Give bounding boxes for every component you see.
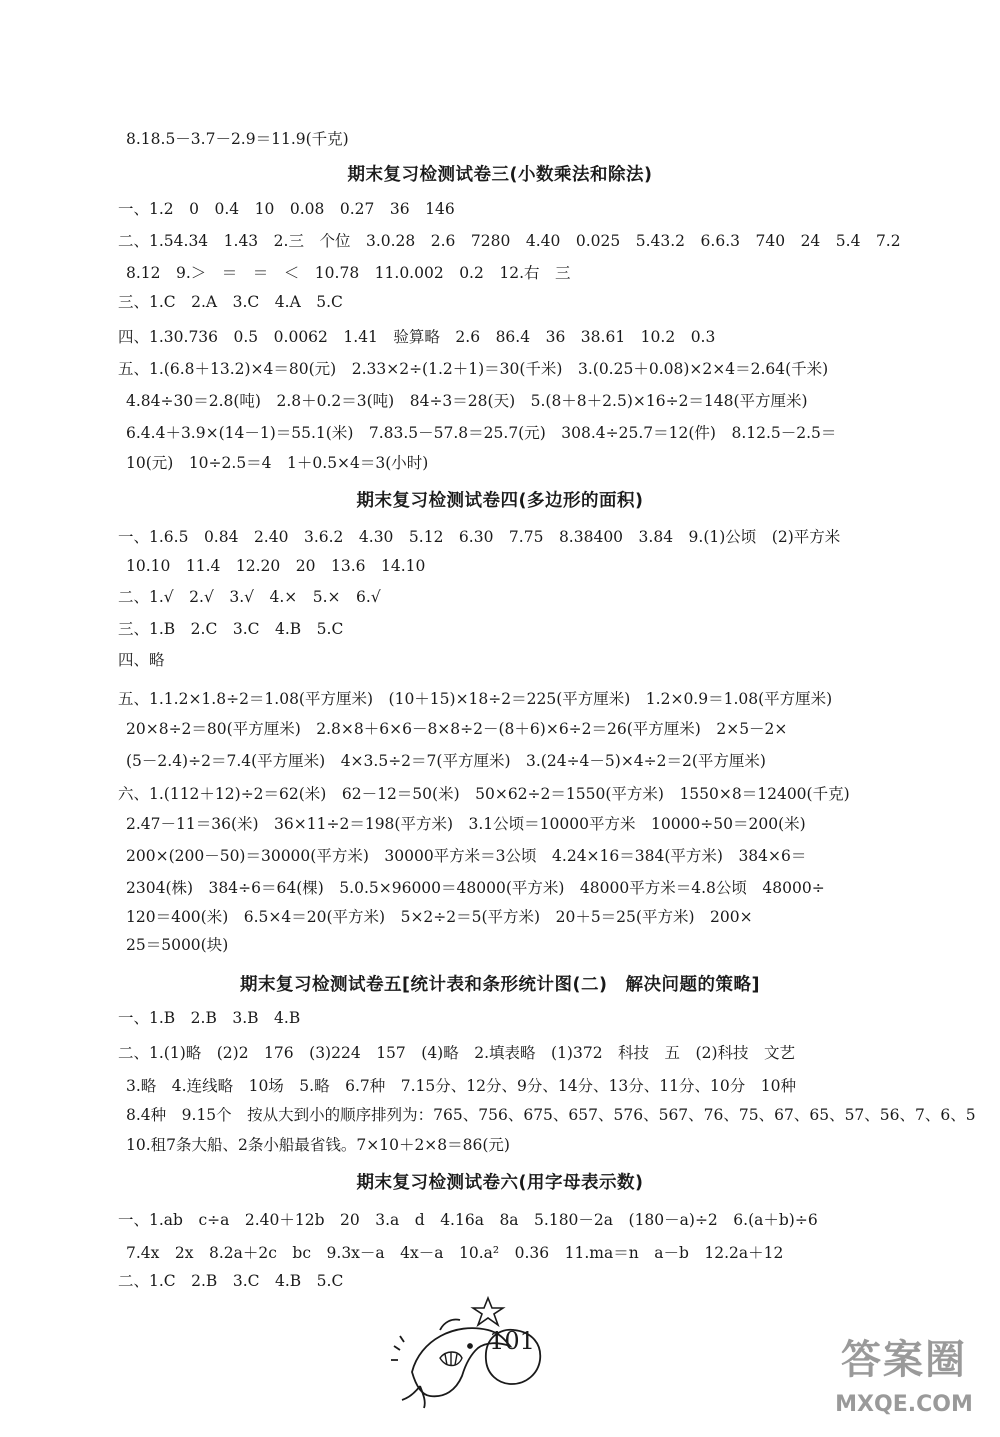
page-number: 101 <box>489 1327 535 1355</box>
answer-line: 2304(株) 384÷6＝64(棵) 5.0.5×96000＝48000(平方米) 48000平方米＝4.8公顷 48000÷ <box>126 879 825 897</box>
answer-line: 四、1.30.736 0.5 0.0062 1.41 验算略 2.6 86.4 36 38.61 10.2 0.3 <box>118 328 716 346</box>
answer-line: 三、1.B 2.C 3.C 4.B 5.C <box>118 620 344 638</box>
answer-line: 10.10 11.4 12.20 20 13.6 14.10 <box>126 557 426 575</box>
watermark-logo: 答案圈 <box>841 1337 967 1383</box>
answer-line: 20×8÷2＝80(平方厘米) 2.8×8＋6×6－8×8÷2－(8＋6)×6÷2＝26(平方厘米) 2×5－2× <box>126 720 788 738</box>
answer-line: 25＝5000(块) <box>126 936 229 954</box>
answer-line: 3.略 4.连线略 10场 5.略 6.7种 7.15分、12分、9分、14分、13分、11分、10分 10种 <box>126 1077 796 1095</box>
answer-line: 四、略 <box>118 651 165 669</box>
answer-line: 六、1.(112＋12)÷2＝62(米) 62－12＝50(米) 50×62÷2＝1550(平方米) 1550×8＝12400(千克) <box>118 785 850 803</box>
answer-line: 8.4种 9.15个 按从大到小的顺序排列为：765、756、675、657、576、567、76、75、67、65、57、56、7、6、5 <box>126 1106 976 1124</box>
answer-line: 二、1.√ 2.√ 3.√ 4.× 5.× 6.√ <box>118 588 381 606</box>
answer-line: 8.18.5－3.7－2.9＝11.9(千克) <box>126 130 349 148</box>
answer-line: 一、1.ab c÷a 2.40＋12b 20 3.a d 4.16a 8a 5.180－2a (180－a)÷2 6.(a＋b)÷6 <box>118 1211 818 1229</box>
answer-line: 三、1.C 2.A 3.C 4.A 5.C <box>118 293 343 311</box>
answer-line: (5－2.4)÷2＝7.4(平方厘米) 4×3.5÷2＝7(平方厘米) 3.(24÷4－5)×4÷2＝2(平方厘米) <box>126 752 766 770</box>
star-icon <box>473 1298 503 1325</box>
section-title: 期末复习检测试卷五[统计表和条形统计图(二) 解决问题的策略] <box>240 975 760 995</box>
answer-line: 一、1.2 0 0.4 10 0.08 0.27 36 146 <box>118 200 455 218</box>
answer-line: 二、1.54.34 1.43 2.三 个位 3.0.28 2.6 7280 4.40 0.025 5.43.2 6.6.3 740 24 5.4 7.2 <box>118 232 901 250</box>
answer-line: 五、1.(6.8＋13.2)×4＝80(元) 2.33×2÷(1.2＋1)＝30(千米) 3.(0.25＋0.08)×2×4＝2.64(千米) <box>118 360 829 378</box>
watermark-url: MXQE.COM <box>835 1392 973 1417</box>
section-title: 期末复习检测试卷四(多边形的面积) <box>356 491 644 511</box>
answer-line: 五、1.1.2×1.8÷2＝1.08(平方厘米) (10＋15)×18÷2＝225(平方厘米) 1.2×0.9＝1.08(平方厘米) <box>118 690 833 708</box>
section-title: 期末复习检测试卷三(小数乘法和除法) <box>347 165 653 185</box>
answer-line: 10(元) 10÷2.5＝4 1＋0.5×4＝3(小时) <box>126 454 429 472</box>
answer-line: 一、1.6.5 0.84 2.40 3.6.2 4.30 5.12 6.30 7.75 8.38400 3.84 9.(1)公顷 (2)平方米 <box>118 528 841 546</box>
answer-line: 4.84÷30＝2.8(吨) 2.8＋0.2＝3(吨) 84÷3＝28(天) 5.(8＋8＋2.5)×16÷2＝148(平方厘米) <box>126 392 808 410</box>
answer-line: 7.4x 2x 8.2a＋2c bc 9.3x－a 4x－a 10.a² 0.36 11.ma＝n a－b 12.2a＋12 <box>126 1244 784 1262</box>
answer-line: 200×(200－50)＝30000(平方米) 30000平方米＝3公顷 4.24×16＝384(平方米) 384×6＝ <box>126 847 807 865</box>
answer-line: 二、1.(1)略 (2)2 176 (3)224 157 (4)略 2.填表略 (1)372 科技 五 (2)科技 文艺 <box>118 1044 796 1062</box>
answer-line: 120＝400(米) 6.5×4＝20(平方米) 5×2÷2＝5(平方米) 20＋5＝25(平方米) 200× <box>126 908 753 926</box>
answer-line: 8.12 9.＞ ＝ ＝ ＜ 10.78 11.0.002 0.2 12.右 三 <box>126 264 571 282</box>
shell-icon <box>440 1352 462 1366</box>
section-title: 期末复习检测试卷六(用字母表示数) <box>356 1173 644 1193</box>
answer-line: 10.租7条大船、2条小船最省钱。7×10＋2×8＝86(元) <box>126 1136 510 1154</box>
answer-line: 一、1.B 2.B 3.B 4.B <box>118 1009 301 1027</box>
answer-line: 6.4.4＋3.9×(14－1)＝55.1(米) 7.83.5－57.8＝25.7(元) 308.4÷25.7＝12(件) 8.12.5－2.5＝ <box>126 424 837 442</box>
answer-line: 二、1.C 2.B 3.C 4.B 5.C <box>118 1272 344 1290</box>
answer-line: 2.47－11＝36(米) 36×11÷2＝198(平方米) 3.1公顷＝10000平方米 10000÷50＝200(米) <box>126 815 806 833</box>
